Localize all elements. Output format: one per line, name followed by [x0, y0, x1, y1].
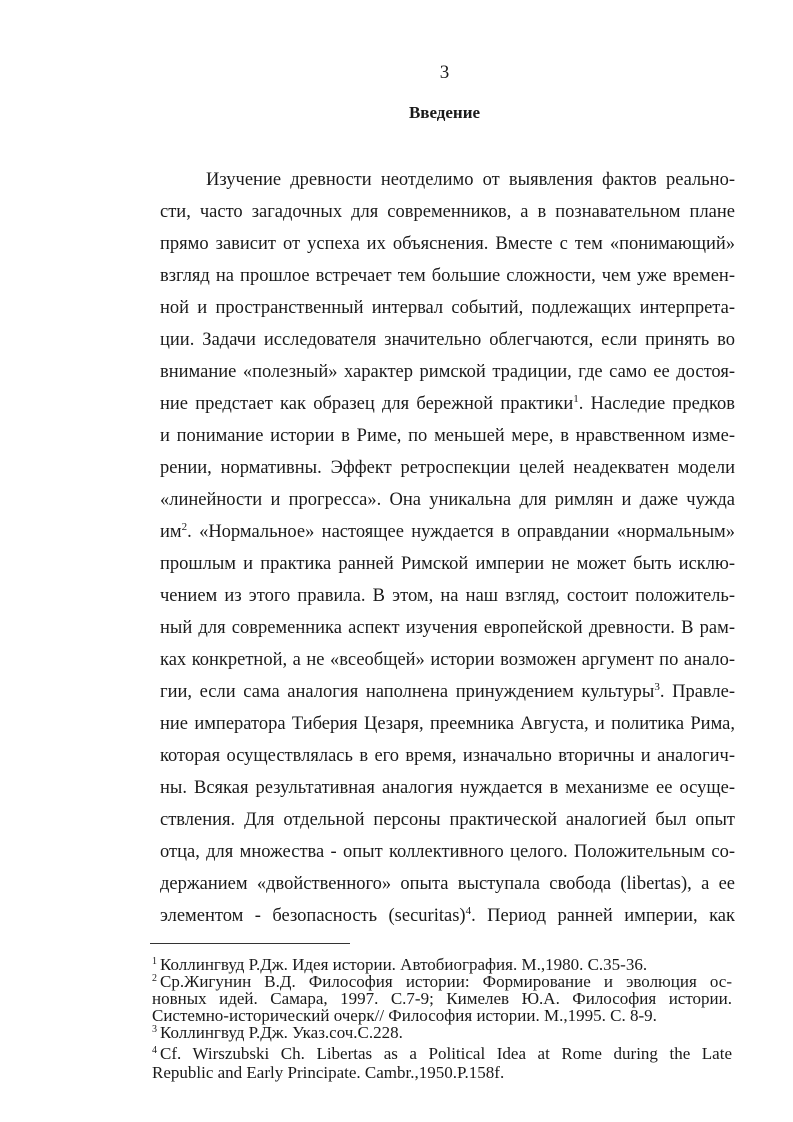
- page-number: 3: [439, 62, 450, 83]
- footnote: $^4$ Cf. Wirszubski Ch. Libertas as a Political Idea at Rome during the Late: [152, 1044, 732, 1063]
- footnote-ref: 4: [465, 905, 472, 917]
- footnote-mark: 2: [152, 973, 157, 984]
- body-line: ках конкретной, а не «всеобщей» истории возможен аргумент по анало-: [160, 650, 735, 670]
- footnote-ref: 1: [573, 393, 579, 405]
- footnote-ref: 2: [181, 521, 188, 533]
- body-line: взгляд на прошлое встречает тем большие сложности, чем уже времен-: [160, 266, 735, 286]
- footnote-mark: 3: [152, 1024, 157, 1035]
- body-line: ны. Всякая результативная аналогия нуждается в механизме ее осуще-: [160, 778, 735, 798]
- body-line: чением из этого правила. В этом, на наш взгляд, состоит положитель-: [160, 586, 735, 606]
- body-line: ние императора Тиберия Цезаря, преемника Августа, и политика Рима,: [160, 714, 735, 734]
- footnote-ref: 3: [654, 681, 660, 693]
- body-line: Изучение древности неотделимо от выявления фактов реально-: [206, 170, 735, 190]
- body-line: элементом - безопасность (securitas)$^4$. Период ранней империи, как: [160, 905, 736, 926]
- body-line: ции. Задачи исследователя значительно облегчаются, если принять во: [160, 330, 735, 350]
- footnote: $^3$ Коллингвуд Р.Дж. Указ.соч.С.228.: [152, 1023, 403, 1042]
- body-line: ние предстает как образец для бережной практики$^1$. Наследие предков: [160, 393, 735, 414]
- body-line: прошлым и практика ранней Римской империи не может быть исклю-: [160, 554, 735, 574]
- body-line: держанием «двойственного» опыта выступала свобода (libertas), а ее: [160, 874, 735, 894]
- body-line: сти, часто загадочных для современников, а в познавательном плане: [160, 202, 735, 222]
- footnote-line: Republic and Early Principate. Cambr.,1950.P.158f.: [152, 1063, 505, 1082]
- body-line: прямо зависит от успеха их объяснения. Вместе с тем «понимающий»: [160, 234, 735, 254]
- body-line: ствления. Для отдельной персоны практической аналогией был опыт: [160, 810, 735, 830]
- body-line: $им^2$. «Нормальное» настоящее нуждается в оправдании «нормальным»: [160, 521, 736, 542]
- body-line: отца, для множества - опыт коллективного целого. Положительным со-: [160, 842, 735, 862]
- body-line: ной и пространственный интервал событий, подлежащих интерпрета-: [160, 298, 735, 318]
- body-line: которая осуществлялась в его время, изначально вторичны и аналогич-: [160, 746, 735, 766]
- footnote-divider: [150, 943, 350, 944]
- body-line: гии, если сама аналогия наполнена принуждением культуры$^3$. Правле-: [160, 681, 735, 702]
- body-line: рении, нормативны. Эффект ретроспекции целей неадекватен модели: [160, 458, 735, 478]
- footnote-line: Системно-исторический очерк// Философия истории. М.,1995. С. 8-9.: [152, 1006, 657, 1025]
- body-line: «линейности и прогресса». Она уникальна для римлян и даже чужда: [160, 490, 735, 510]
- footnote: $^2$ Ср.Жигунин В.Д. Философия истории: Формирование и эволюция ос-: [152, 972, 732, 991]
- body-line: и понимание истории в Риме, по меньшей мере, в нравственном изме-: [160, 426, 735, 446]
- footnote-mark: 1: [152, 956, 157, 967]
- footnote-mark: 4: [152, 1045, 157, 1056]
- footnote: $^1$ Коллингвуд Р.Дж. Идея истории. Автобиография. М.,1980. С.35-36.: [152, 955, 648, 974]
- section-title: Введение: [408, 103, 481, 122]
- footnote-line: новных идей. Самара, 1997. С.7-9; Кимелев Ю.А. Философия истории.: [152, 989, 732, 1008]
- body-line: внимание «полезный» характер римской традиции, где само ее достоя-: [160, 362, 735, 382]
- body-line: ный для современника аспект изучения европейской древности. В рам-: [160, 618, 735, 638]
